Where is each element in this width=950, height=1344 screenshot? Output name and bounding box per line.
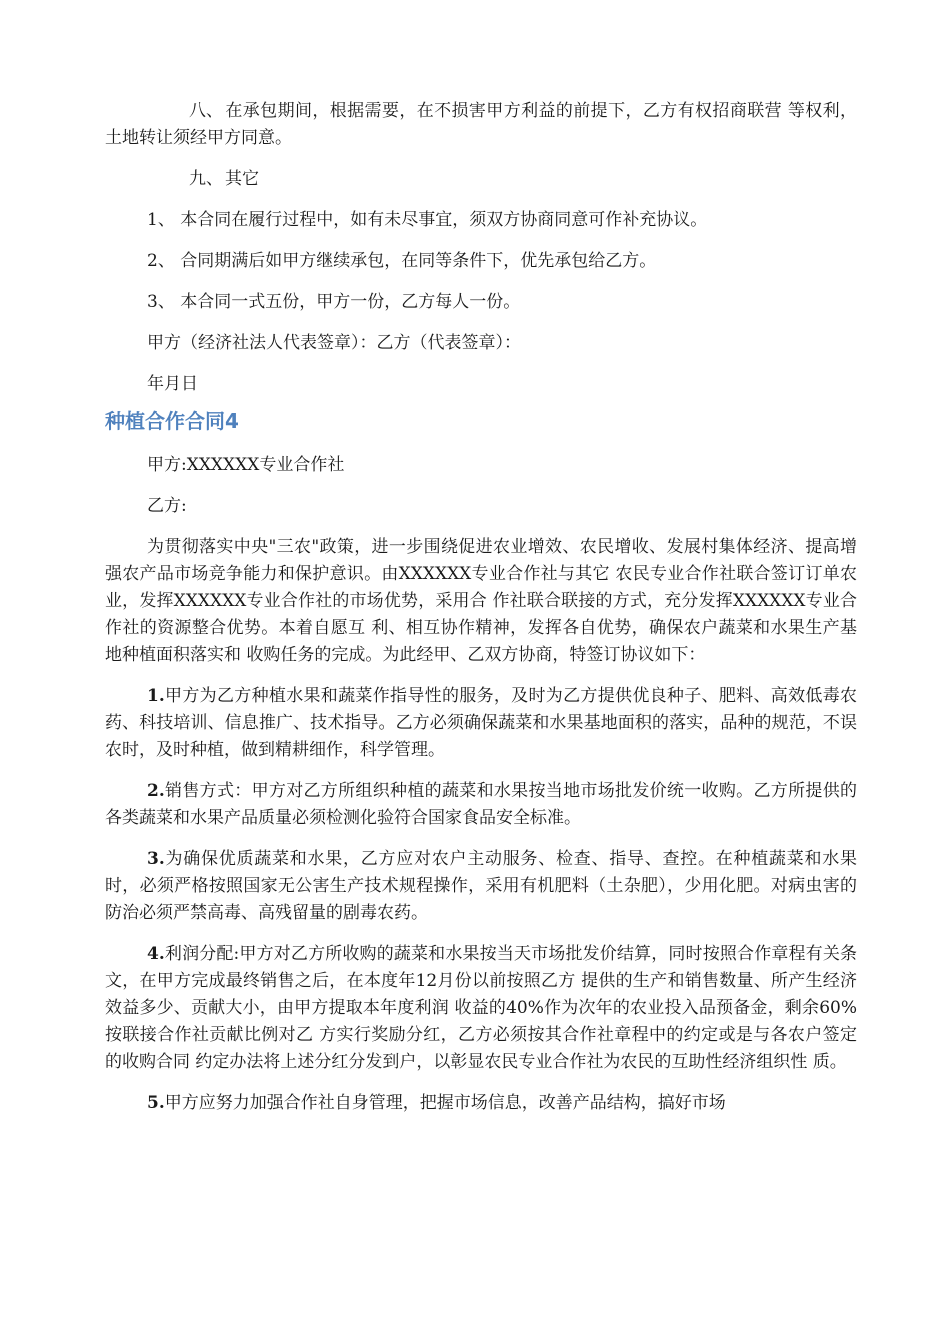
item-text: 销售方式：甲方对乙方所组织种植的蔬菜和水果按当地市场批发价统一收购。乙方所提供的各类蔬菜和水果产品质量必须检测化验符合国家食品安全标准。: [105, 781, 857, 828]
item-number: 5.: [147, 1093, 165, 1113]
item-number: 3.: [147, 849, 165, 869]
sub-clause-1: 1、 本合同在履行过程中，如有未尽事宜，须双方协商同意可作补充协议。: [147, 210, 708, 230]
item-number: 4.: [147, 944, 165, 964]
party-b: 乙方:: [147, 496, 187, 516]
sub-clause-2: 2、 合同期满后如甲方继续承包，在同等条件下，优先承包给乙方。: [147, 251, 657, 271]
item-text: 为确保优质蔬菜和水果，乙方应对农户主动服务、检查、指导、查控。在种植蔬菜和水果时，必须严格按照国家无公害生产技术规程操作，采用有机肥料（土杂肥），少用化肥。对病虫害的防治必须严禁高毒、高残留量的剧毒农药。: [105, 849, 857, 923]
clause-8-text: 在承包期间，根据需要，在不损害甲方利益的前提下，乙方有权招商联营 等权利，土地转让须经甲方同意。: [105, 101, 857, 148]
agreement-item-1: [105, 683, 857, 764]
item-number: 1.: [147, 686, 165, 706]
document-page: [105, 98, 857, 1117]
agreement-item-2: [105, 778, 857, 832]
item-text: 利润分配:甲方对乙方所收购的蔬菜和水果按当天市场批发价结算，同时按照合作章程有关条文，在甲方完成最终销售之后，在本度年12月份以前按照乙方 提供的生产和销售数量、所产生经济效益多少、贡献大小，由甲方提取本年度利润 收益的40%作为次年的农业投入品预备金，剩余60%按联接合作社贡献比例对乙 方实行奖励分红，乙方必须按其合作社章程中的约定或是与各农户签定的收购合同 约定办法将上述分红分发到户，以彰显农民专业合作社为农民的互助性经济组织性 质。: [105, 944, 857, 1072]
agreement-item-5: [105, 1090, 857, 1117]
clause-8: [105, 98, 857, 152]
preamble-paragraph: 为贯彻落实中央"三农"政策，进一步围绕促进农业增效、农民增收、发展村集体经济、提高增强农产品市场竞争能力和保护意识。由XXXXXX专业合作社与其它 农民专业合作社联合签订订单农业，发挥XXXXXX专业合作社的市场优势，采用合 作社联合联接的方式，充分发挥XXXXXX专业合作社的资源整合优势。本着自愿互 利、相互协作精神，发挥各自优势，确保农户蔬菜和水果生产基地种植面积落实和 收购任务的完成。为此经甲、乙双方协商，特签订协议如下：: [105, 537, 857, 665]
agreement-item-4: [105, 941, 857, 1076]
clause-8-number: 八、: [189, 101, 223, 121]
signature-line: 甲方（经济社法人代表签章）：乙方（代表签章）：: [147, 333, 521, 353]
item-text: 甲方为乙方种植水果和蔬菜作指导性的服务，及时为乙方提供优良种子、肥料、高效低毒农药、科技培训、信息推广、技术指导。乙方必须确保蔬菜和水果基地面积的落实，品种的规范，不误农时，及时种植，做到精耕细作，科学管理。: [105, 686, 857, 760]
clause-9-text: 其它: [225, 169, 259, 189]
party-a: 甲方:XXXXXX专业合作社: [147, 455, 345, 475]
section-heading: 种植合作合同4: [105, 409, 239, 433]
agreement-item-3: [105, 846, 857, 927]
clause-9: [105, 166, 857, 193]
clause-9-number: 九、: [189, 169, 223, 189]
date-line: 年月日: [147, 374, 198, 394]
sub-clause-3: 3、 本合同一式五份，甲方一份，乙方每人一份。: [147, 292, 521, 312]
item-text: 甲方应努力加强合作社自身管理，把握市场信息，改善产品结构，搞好市场: [164, 1093, 726, 1113]
item-number: 2.: [147, 781, 165, 801]
